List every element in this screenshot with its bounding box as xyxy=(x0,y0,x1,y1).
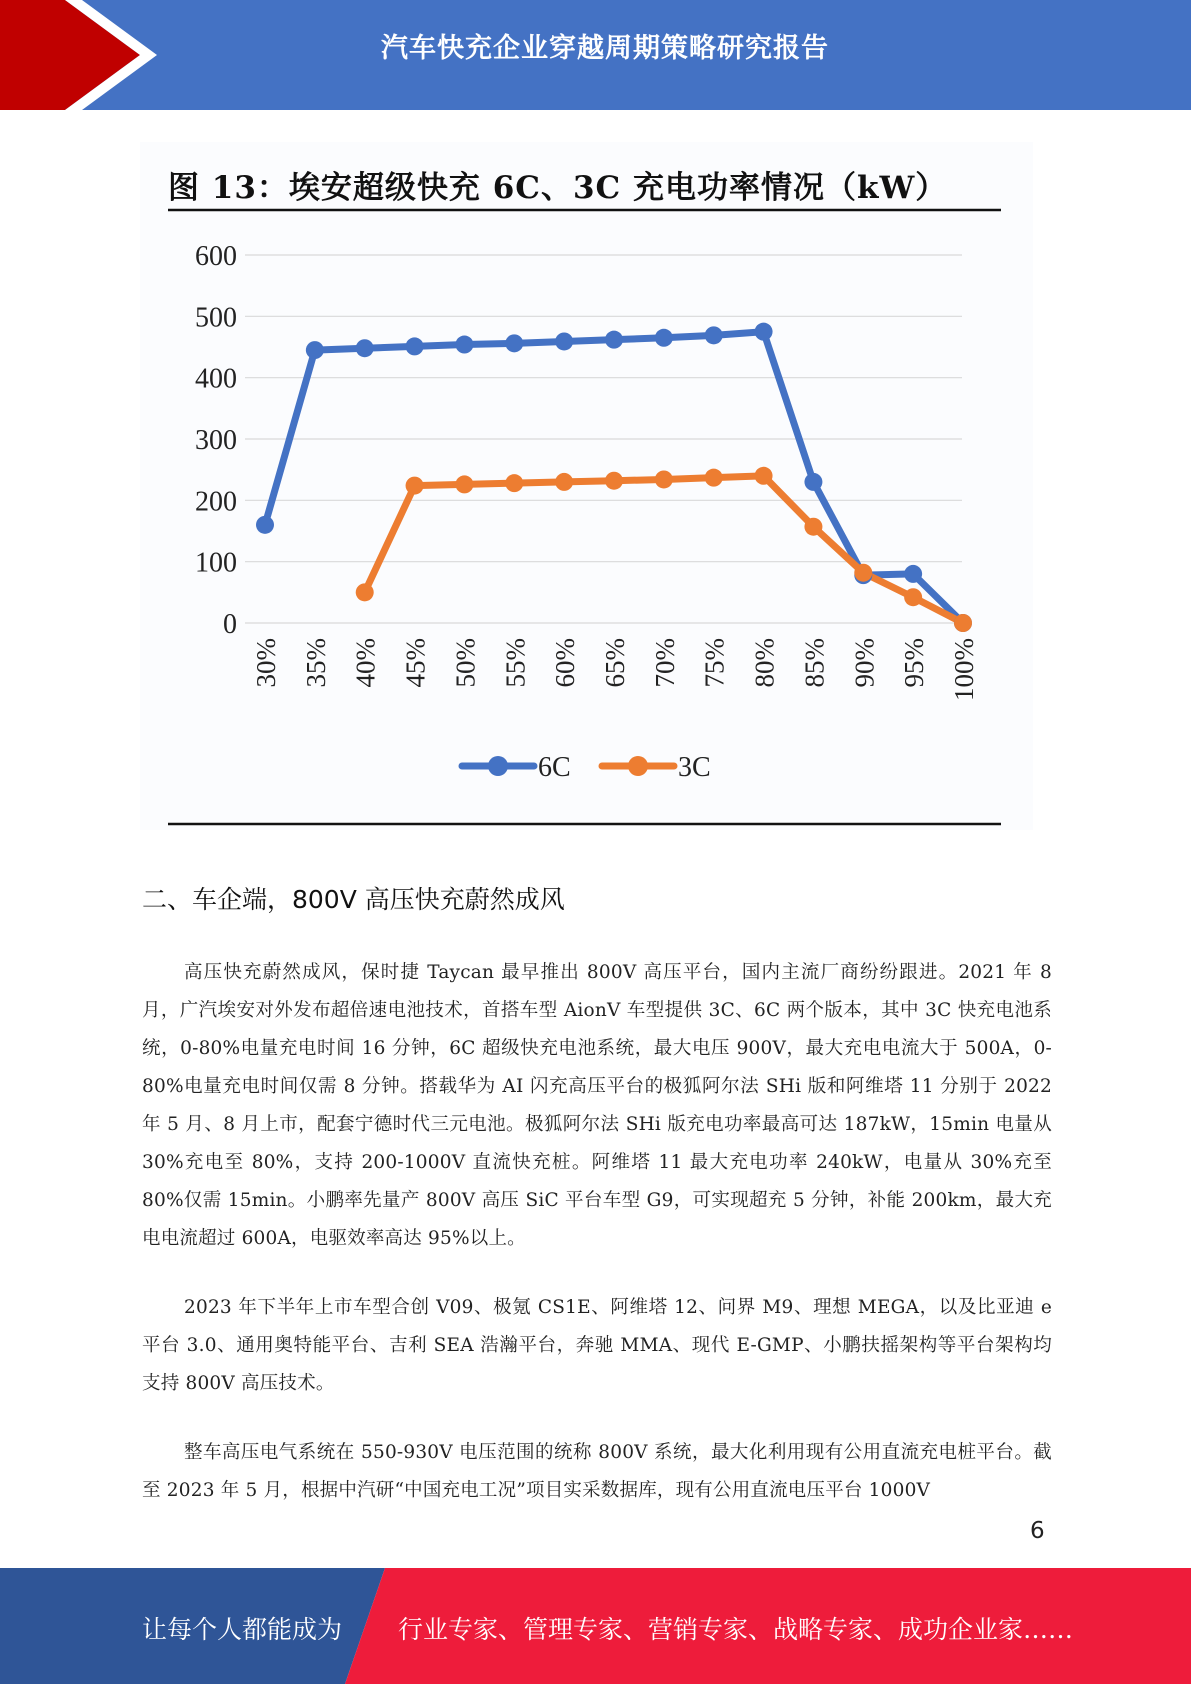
paragraph-2: 2023 年下半年上市车型合创 V09、极氪 CS1E、阿维塔 12、问界 M9、理想 MEGA，以及比亚迪 e 平台 3.0、通用奥特能平台、吉利 SEA 浩瀚平台，奔驰 MMA、现代 E-GMP、小鹏扶摇架构等平台架构均支持 800V 高压技术。 xyxy=(142,1297,1052,1394)
y-tick-label: 400 xyxy=(195,363,237,395)
x-tick-label: 50% xyxy=(450,638,481,688)
footer-slogan-left: 让每个人都能成为 xyxy=(142,1615,343,1644)
data-point-3C xyxy=(854,564,872,582)
data-point-6C xyxy=(256,516,274,534)
section-heading: 二、车企端，800V 高压快充蔚然成风 xyxy=(142,885,565,914)
legend-marker-6C xyxy=(488,756,508,776)
chart-title: 图 13：埃安超级快充 6C、3C 充电功率情况（kW） xyxy=(168,170,948,206)
x-tick-label: 60% xyxy=(550,638,581,688)
chart-x-ticks xyxy=(251,638,979,701)
data-point-6C xyxy=(555,332,573,350)
legend-marker-3C xyxy=(628,756,648,776)
y-tick-label: 0 xyxy=(223,609,237,640)
chart-series-points xyxy=(256,323,972,632)
data-point-3C xyxy=(356,583,374,601)
y-tick-label: 300 xyxy=(195,425,237,456)
y-tick-label: 200 xyxy=(195,486,237,518)
x-tick-label: 95% xyxy=(899,638,930,688)
header-arrow-decoration xyxy=(0,0,160,110)
y-tick-label: 600 xyxy=(195,241,237,272)
series-line-3C xyxy=(365,476,963,623)
data-point-6C xyxy=(904,565,922,583)
y-tick-label: 500 xyxy=(195,302,237,334)
data-point-6C xyxy=(505,334,523,352)
paragraph-1: 高压快充蔚然成风，保时捷 Taycan 最早推出 800V 高压平台，国内主流厂商纷纷跟进。2021 年 8 月，广汽埃安对外发布超倍速电池技术，首搭车型 AionV 车型提供 3C、6C 两个版本，其中 3C 快充电池系统，0-80%电量充电时间 16 分钟，6C 超级快充电池系统，最大电压 900V，最大充电电流大于 500A，0-80%电量充电时间仅需 8 分钟。搭载华为 AI 闪充高压平台的极狐阿尔法 SHi 版和阿维塔 11 分别于 2022 年 5 月、8 月上市，配套宁德时代三元电池。极狐阿尔法 SHi 版充电功率最高可达 187kW，15min 电量从 30%充电至 80%，支持 200-1000V 直流快充桩。阿维塔 11 最大充电功率 240kW，电量从 30%充至 80%仅需 15min。小鹏率先量产 800V 高压 SiC 平台车型 G9，可实现超充 5 分钟，补能 200km，最大充电电流超过 600A，电驱效率高达 95%以上。 xyxy=(142,962,1052,1249)
data-point-6C xyxy=(356,339,374,357)
page-number: 6 xyxy=(1030,1518,1045,1544)
x-tick-label: 45% xyxy=(400,638,431,688)
data-point-3C xyxy=(705,469,723,487)
data-point-3C xyxy=(605,472,623,490)
legend-label-6C: 6C xyxy=(538,752,571,783)
data-point-3C xyxy=(904,588,922,606)
chart-legend xyxy=(462,752,711,783)
data-point-3C xyxy=(804,518,822,536)
x-tick-label: 80% xyxy=(749,638,780,688)
figure-chart xyxy=(140,142,1033,830)
paragraph-3: 整车高压电气系统在 550-930V 电压范围的统称 800V 系统，最大化利用现有公用直流充电桩平台。截至 2023 年 5 月，根据中汽研“中国充电工况”项目实采数据库，现有公用直流电压平台 1000V xyxy=(142,1442,1052,1501)
y-tick-label: 100 xyxy=(195,547,237,579)
data-point-3C xyxy=(655,470,673,488)
data-point-6C xyxy=(605,331,623,349)
chart-y-ticks xyxy=(195,241,237,640)
report-title: 汽车快充企业穿越周期策略研究报告 xyxy=(381,33,829,64)
x-tick-label: 35% xyxy=(300,638,331,688)
data-point-3C xyxy=(954,614,972,632)
data-point-3C xyxy=(505,474,523,492)
x-tick-label: 40% xyxy=(350,638,381,688)
data-point-3C xyxy=(455,475,473,493)
footer-bar xyxy=(0,1568,1191,1684)
data-point-6C xyxy=(804,473,822,491)
x-tick-label: 65% xyxy=(600,638,630,688)
data-point-6C xyxy=(705,326,723,344)
x-tick-label: 100% xyxy=(949,638,979,701)
x-tick-label: 90% xyxy=(849,638,880,688)
x-tick-label: 85% xyxy=(799,638,830,688)
data-point-6C xyxy=(655,329,673,347)
footer-slogan-right: 行业专家、管理专家、营销专家、战略专家、成功企业家…… xyxy=(398,1615,1074,1644)
data-point-3C xyxy=(755,467,773,485)
data-point-6C xyxy=(755,323,773,341)
header-bar xyxy=(0,0,1191,110)
data-point-3C xyxy=(555,473,573,491)
x-tick-label: 70% xyxy=(649,638,680,688)
data-point-6C xyxy=(455,336,473,354)
x-tick-label: 75% xyxy=(699,638,730,688)
data-point-3C xyxy=(406,477,424,495)
legend-label-3C: 3C xyxy=(678,752,711,783)
data-point-6C xyxy=(306,341,324,359)
chart-svg xyxy=(140,142,1033,830)
x-tick-label: 55% xyxy=(500,638,531,688)
data-point-6C xyxy=(406,337,424,355)
x-tick-label: 30% xyxy=(251,638,281,688)
